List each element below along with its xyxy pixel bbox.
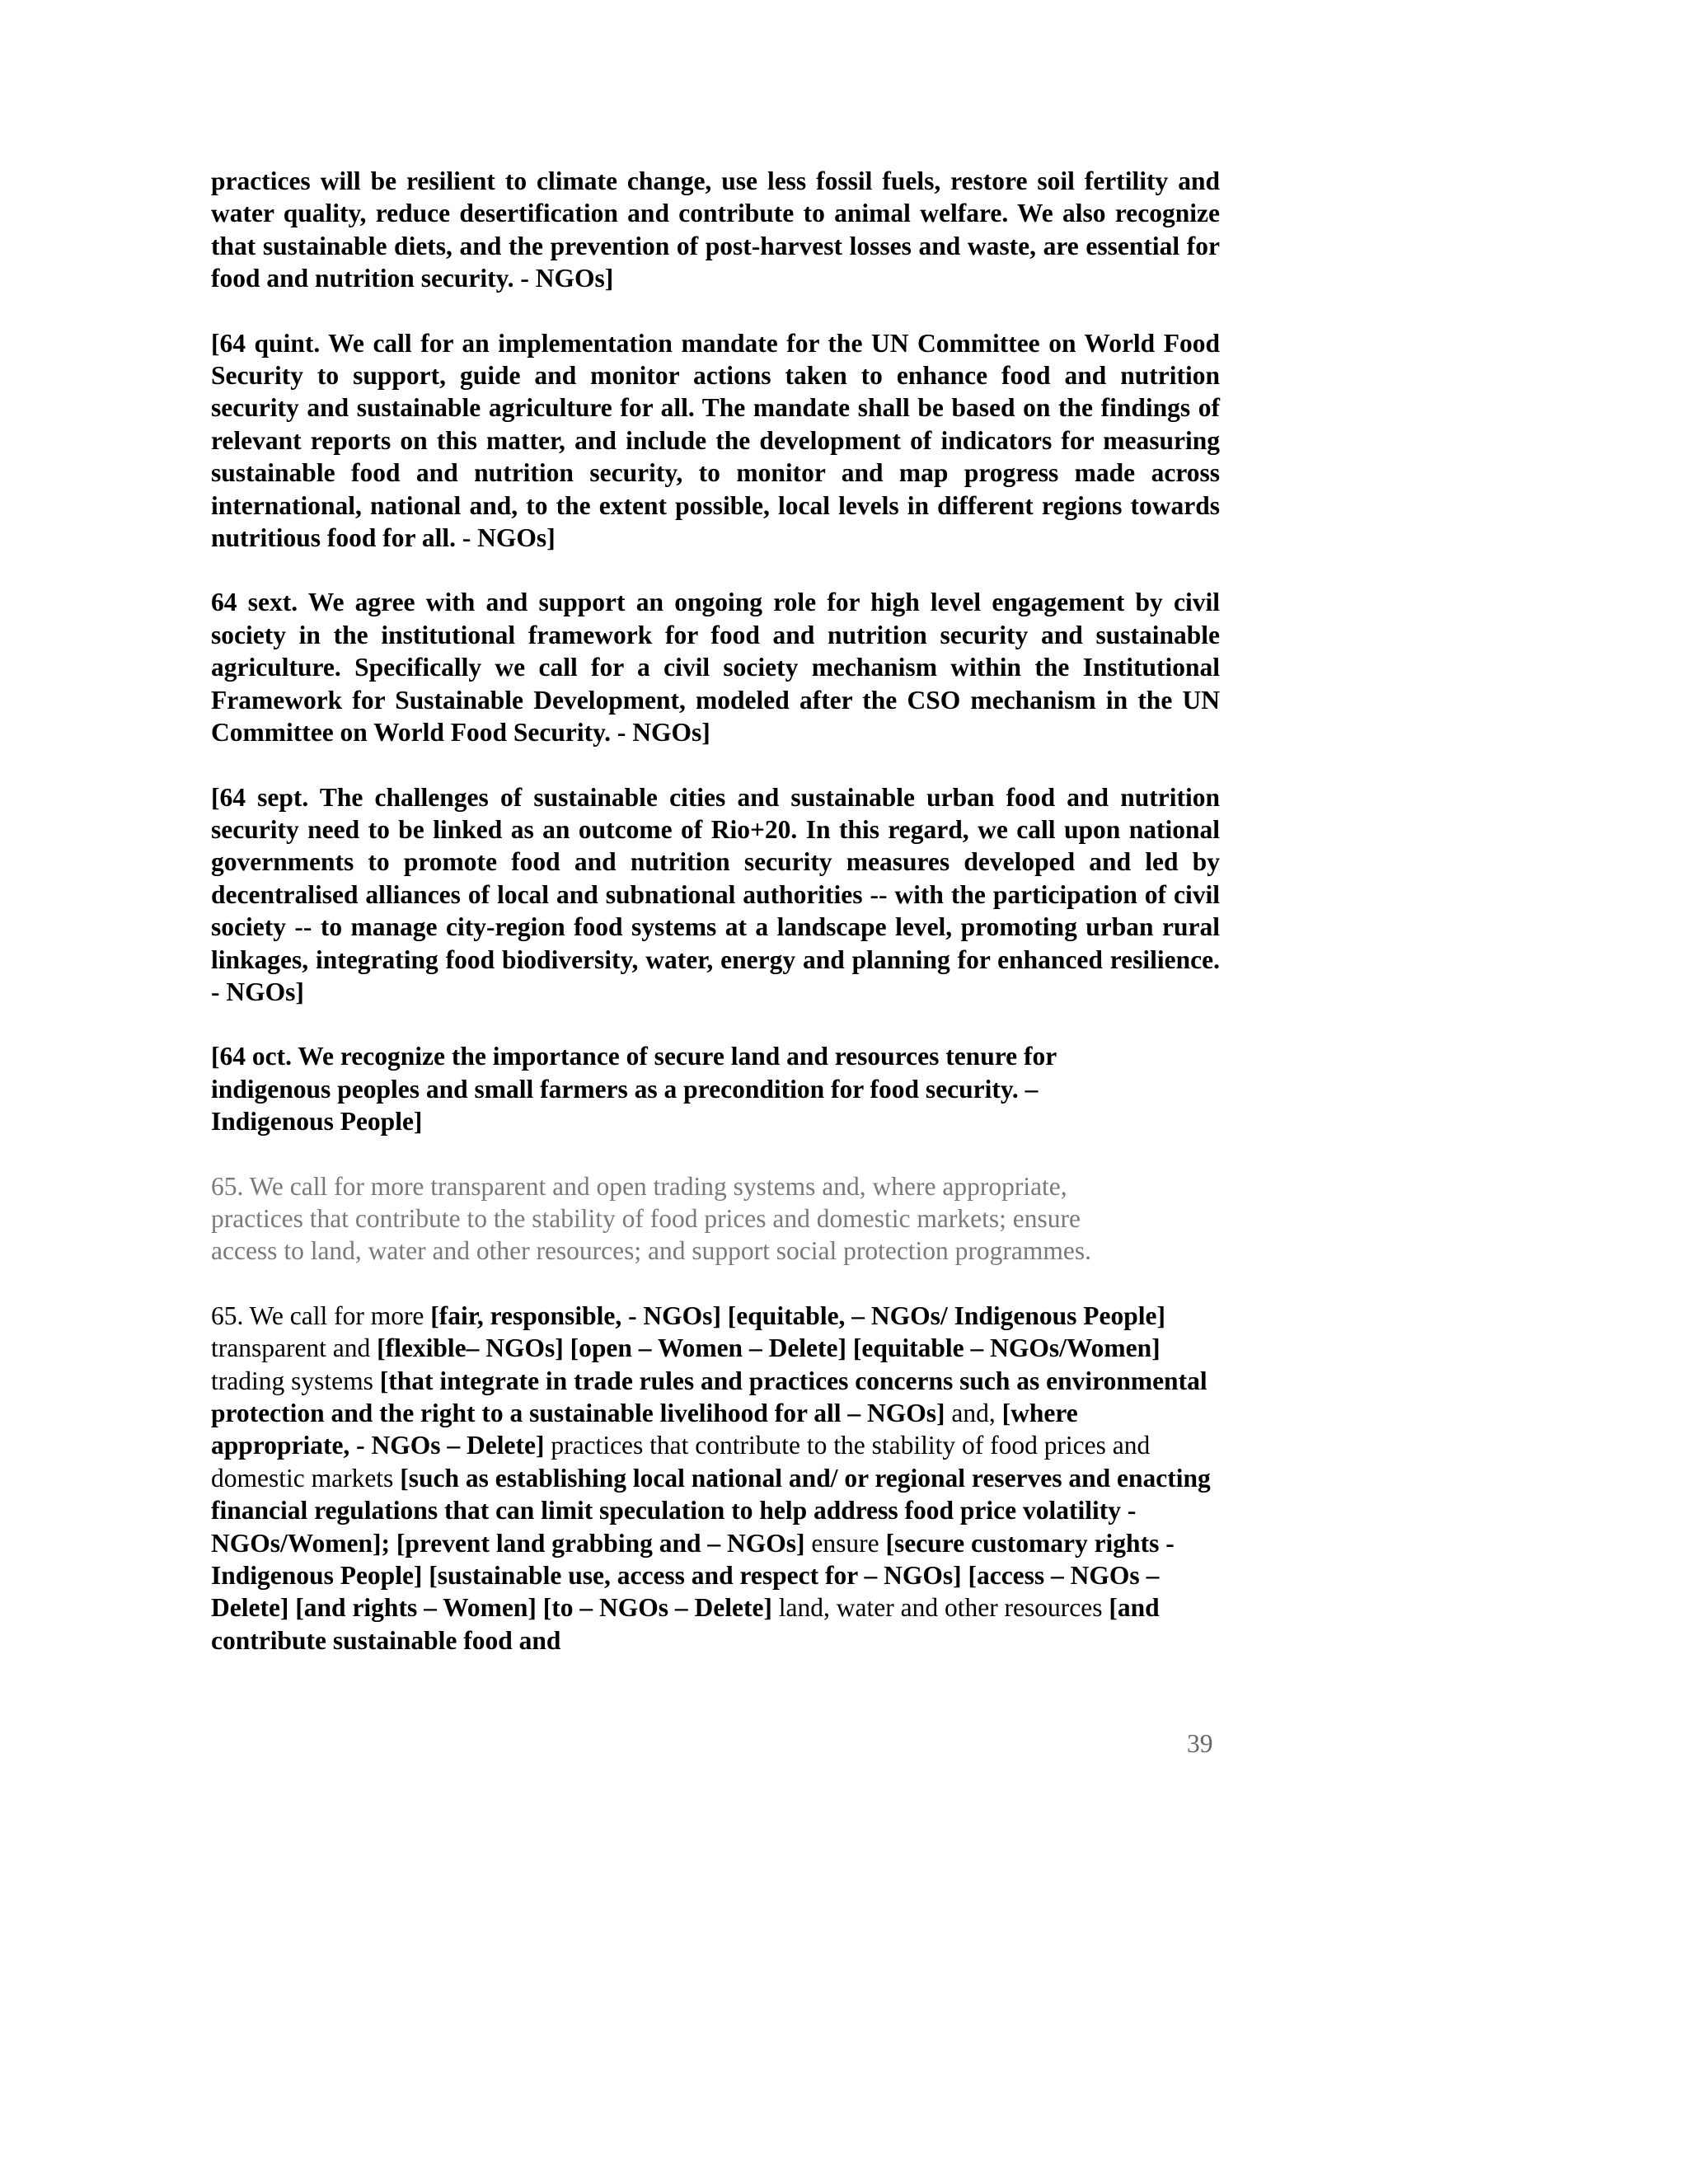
page-number: 39 — [1187, 1729, 1213, 1758]
paragraph-65-original-line: 65. We call for more transparent and open trading systems and, where appropriate, — [211, 1171, 1067, 1201]
paragraph-64-oct-line: [64 oct. We recognize the importance of secure land and resources tenure for — [211, 1042, 1057, 1071]
amendment-segment: [and contribute sustainable food and — [211, 1593, 1160, 1655]
paragraph-65-original-line: access to land, water and other resources; and support social protection programmes. — [211, 1236, 1092, 1266]
amendment-segment: [that integrate in trade rules and practices concerns such as environmental protection and the right to a sustainable livelihood for all – NGOs] — [211, 1366, 1207, 1427]
text-segment: trading systems — [211, 1366, 380, 1395]
paragraph-64-oct — [211, 1040, 1220, 1137]
amendment-segment: [such as establishing local national and/ or regional reserves and enacting financial regulations that can limit speculation to help address food price volatility - NGOs/Women]; [prevent land grabbing and – NGOs] — [211, 1463, 1211, 1558]
paragraph-64-oct-line: Indigenous People] — [211, 1107, 423, 1137]
paragraph-64-quint: [64 quint. We call for an implementation mandate for the UN Committee on World Food Security to support, guide and monitor actions taken to enhance food and nutrition security and sustainable agriculture for all. The mandate shall be based on the findings of relevant reports on this matter, and include the development of indicators for measuring sustainable food and nutrition security, to monitor and map progress made across international, national and, to the extent possible, local levels in different regions towards nutritious food for all. - NGOs] — [211, 328, 1220, 553]
paragraph-continuation: practices will be resilient to climate change, use less fossil fuels, restore soil fertility and water quality, reduce desertification and contribute to animal welfare. We also recognize that sustainable diets, and the prevention of post-harvest losses and waste, are essential for food and nutrition security. - NGOs] — [211, 166, 1220, 293]
document-page — [211, 165, 1220, 1689]
text-segment: 65. We call for more — [211, 1301, 431, 1330]
text-segment: ensure — [804, 1528, 886, 1558]
paragraph-65-original-line: practices that contribute to the stability of food prices and domestic markets; ensure — [211, 1203, 1081, 1233]
text-segment: practices that contribute to the stability of food prices and domestic markets — [211, 1431, 1151, 1493]
amendment-segment: [secure customary rights - Indigenous People] [sustainable use, access and respect for – NGOs] [access – NGOs – Delete] [and rights – Women] [to – NGOs – Delete] — [211, 1528, 1175, 1623]
text-segment: transparent and — [211, 1333, 377, 1363]
amendment-segment: [fair, responsible, - NGOs] [equitable, – NGOs/ Indigenous People] — [430, 1301, 1165, 1330]
paragraph-64-oct-line: indigenous peoples and small farmers as a precondition for food security. – — [211, 1074, 1039, 1104]
paragraph-64-sept: [64 sept. The challenges of sustainable cities and sustainable urban food and nutrition security need to be linked as an outcome of Rio+20. In this regard, we call upon national governments to promote food and nutrition security measures developed and led by decentralised alliances of local and subnational authorities -- with the participation of civil society -- to manage city-region food systems at a landscape level, promoting urban rural linkages, integrating food biodiversity, water, energy and planning for enhanced resilience. - NGOs] — [211, 782, 1220, 1006]
text-segment: and, — [945, 1399, 1002, 1427]
paragraph-64-sext: 64 sext. We agree with and support an ongoing role for high level engagement by civil society in the institutional framework for food and nutrition security and sustainable agriculture. Specifically we call for a civil society mechanism within the Institutional Framework for Sustainable Development, modeled after the CSO mechanism in the UN Committee on World Food Security. - NGOs] — [211, 588, 1220, 748]
paragraph-65-original — [211, 1170, 1220, 1268]
amendment-segment: [where appropriate, - NGOs – Delete] — [211, 1399, 1078, 1460]
amendment-segment: [flexible– NGOs] [open – Women – Delete] [equitable – NGOs/Women] — [377, 1333, 1160, 1363]
text-segment: land, water and other resources — [771, 1593, 1109, 1623]
paragraph-65-amended — [211, 1300, 1220, 1657]
